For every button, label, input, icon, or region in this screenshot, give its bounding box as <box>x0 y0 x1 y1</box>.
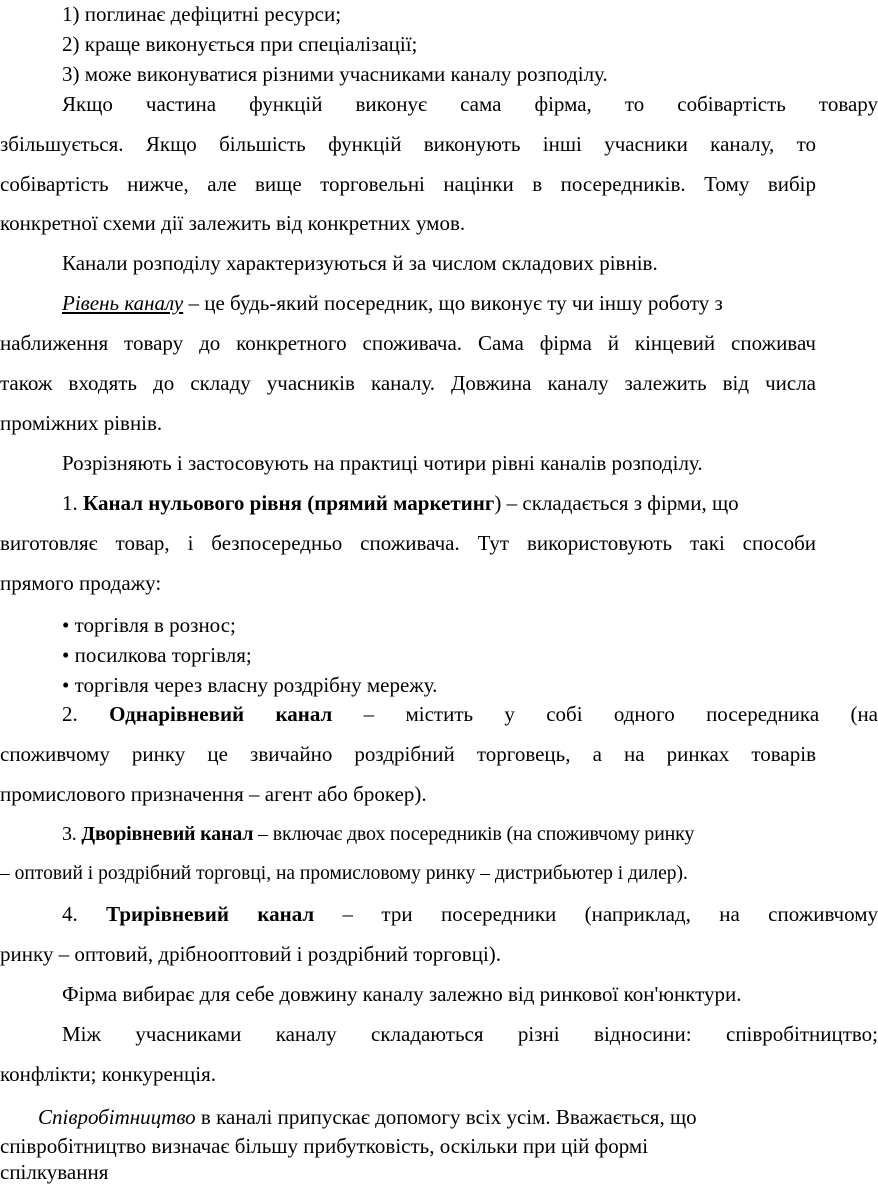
definition-text: – це будь-який посередник, що виконує ту чи іншу роботу з <box>183 291 723 315</box>
list-heading-4 <box>0 902 878 926</box>
paragraph-line: Канали розподілу характеризуються й за числом складових рівнів. <box>62 251 658 275</box>
paragraph-line: собівартість нижче, але вище торговельні націнки в посередників. Тому вибір <box>0 172 816 196</box>
bullet-item: • торгівля через власну роздрібну мережу. <box>62 673 438 697</box>
paragraph-line <box>0 1105 854 1129</box>
paragraph-line: прямого продажу: <box>0 571 162 595</box>
paragraph-line: співробітництво визначає більшу прибутковість, оскільки при цій формі <box>0 1134 649 1158</box>
paragraph-line: Розрізняють і застосовують на практиці чотири рівні каналів розподілу. <box>62 451 703 475</box>
item-text: – включає двох посередників (на споживчому ринку <box>253 823 695 845</box>
paragraph-line: ринку – оптовий, дрібнооптовий і роздрібний торговці). <box>0 942 502 966</box>
paragraph-line: споживчому ринку це звичайно роздрібний торговець, а на ринках товарів <box>0 742 816 766</box>
term-cooperation: Співробітництво <box>38 1105 196 1129</box>
term-one-level: Однарівневий канал <box>109 702 333 726</box>
paragraph-line: також входять до складу учасників каналу. Довжина каналу залежить від числа <box>0 371 816 395</box>
paragraph-line: промислового призначення – агент або брокер). <box>0 782 427 806</box>
list-item-3: 3) може виконуватися різними учасниками каналу розподілу. <box>62 62 608 86</box>
term-three-level: Трирівневий канал <box>106 902 315 926</box>
term-channel-level: Рівень каналу <box>62 291 184 315</box>
paragraph-line: конфлікти; конкуренція. <box>0 1062 217 1086</box>
list-heading-3 <box>0 822 878 846</box>
paragraph-line: наближення товару до конкретного споживача. Сама фірма й кінцевий споживач <box>0 331 816 355</box>
item-number: 2. <box>62 702 110 726</box>
paragraph-line: – оптовий і роздрібний торговці, на промисловому ринку – дистрибьютер і дилер). <box>0 863 688 884</box>
paragraph-line: спілкування <box>0 1160 109 1184</box>
paragraph-line: збільшується. Якщо більшість функцій виконують інші учасники каналу, то <box>0 132 816 156</box>
bullet-item: • посилкова торгівля; <box>62 643 252 667</box>
list-item-1: 1) поглинає дефіцитні ресурси; <box>62 2 342 26</box>
paragraph-text: в каналі припускає допомогу всіх усім. Вважається, що <box>195 1105 697 1129</box>
paragraph-line: Фірма вибирає для себе довжину каналу залежно від ринкової кон'юнктури. <box>62 982 742 1006</box>
paragraph-line: Між учасниками каналу складаються різні відносини: співробітництво; <box>62 1022 878 1046</box>
item-number: 4. <box>62 902 107 926</box>
term-two-level: Дворівневий канал <box>81 823 254 845</box>
list-heading-1 <box>0 491 878 515</box>
item-number: 1. <box>62 491 83 515</box>
item-text: ) – складається з фірми, що <box>494 491 739 515</box>
paragraph-line: проміжних рівнів. <box>0 411 163 435</box>
list-heading-2 <box>0 702 878 726</box>
bullet-item: • торгівля в рознос; <box>62 613 236 637</box>
item-text: – містить у собі одного посередника (на <box>332 702 878 726</box>
item-text: – три посередники (наприклад, на споживчому <box>314 902 878 926</box>
item-number: 3. <box>62 823 82 845</box>
term-zero-level: Канал нульового рівня (прямий маркетинг <box>83 491 495 515</box>
list-item-2: 2) краще виконується при спеціалізації; <box>62 32 418 56</box>
paragraph-line: виготовляє товар, і безпосередньо споживача. Тут використовують такі способи <box>0 531 816 555</box>
paragraph-line: Якщо частина функцій виконує сама фірма, то собівартість товару <box>62 92 878 116</box>
paragraph-line <box>0 291 878 315</box>
paragraph-line: конкретної схеми дії залежить від конкретних умов. <box>0 211 466 235</box>
